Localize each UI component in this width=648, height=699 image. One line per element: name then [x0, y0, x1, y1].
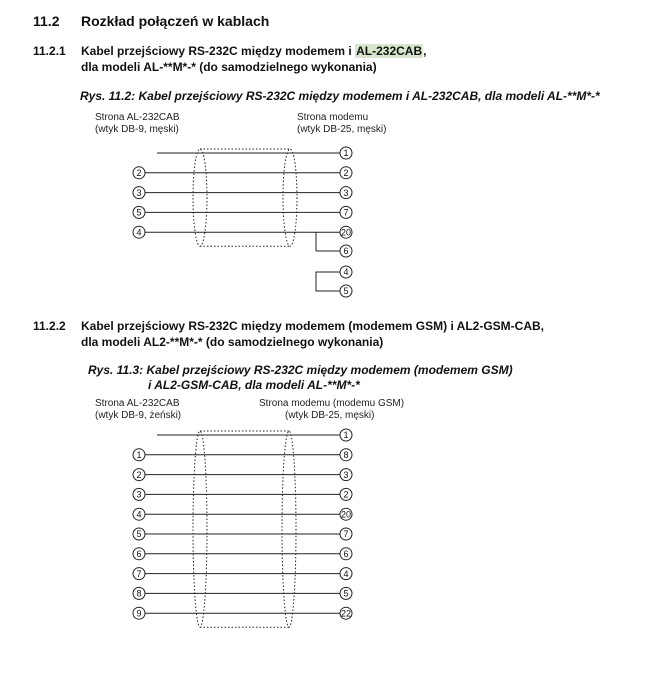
subsection-1-title-text: Kabel przejściowy RS-232C między modemem i [81, 44, 356, 58]
right-pin-8 [340, 449, 352, 461]
svg-text:20: 20 [340, 227, 352, 238]
section-number: 11.2 [33, 13, 60, 29]
svg-text:6: 6 [343, 246, 349, 257]
svg-text:6: 6 [343, 549, 349, 559]
figure-2-left-sublabel: (wtyk DB-9, żeński) [95, 410, 182, 421]
svg-text:1: 1 [136, 450, 142, 460]
svg-text:7: 7 [343, 529, 349, 540]
left-pin-1 [133, 449, 145, 461]
figure-2-caption-line2: i AL2-GSM-CAB, dla modeli AL-**M*-* [148, 378, 360, 392]
figure-1-right-label: Strona modemu [297, 112, 369, 123]
section-title: Rozkład połączeń w kablach [81, 13, 270, 29]
svg-text:1: 1 [343, 430, 349, 441]
right-pin-7 [340, 528, 352, 540]
highlighted-product-name: AL-232CAB [356, 44, 423, 58]
svg-text:2: 2 [343, 489, 349, 500]
figure-1-left-sublabel: (wtyk DB-9, męski) [95, 124, 179, 135]
right-pin-3 [340, 469, 352, 481]
svg-text:20: 20 [340, 509, 352, 520]
svg-text:2: 2 [136, 469, 142, 480]
svg-text:7: 7 [343, 207, 349, 218]
svg-text:5: 5 [136, 207, 142, 218]
svg-text:6: 6 [136, 549, 142, 559]
subsection-2-title: Kabel przejściowy RS-232C między modemem (modemem GSM) i AL2-GSM-CAB, [81, 319, 544, 333]
subsection-2-title-line2: dla modeli AL2-**M*-* (do samodzielnego wykonania) [81, 335, 384, 349]
svg-text:5: 5 [343, 588, 349, 599]
svg-text:3: 3 [136, 489, 142, 500]
left-pin-8 [133, 587, 145, 599]
subsection-2-number: 11.2.2 [33, 319, 66, 333]
right-pin-5 [340, 587, 352, 599]
left-pin-2 [133, 469, 145, 481]
svg-text:5: 5 [343, 286, 349, 297]
shield-right-ellipse [282, 431, 296, 627]
svg-text:7: 7 [136, 568, 142, 579]
right-pin-20 [340, 508, 352, 520]
svg-text:2: 2 [136, 168, 142, 178]
left-pin-7 [133, 568, 145, 580]
svg-text:3: 3 [343, 187, 349, 198]
left-pin-6 [133, 548, 145, 560]
right-pin-4 [340, 568, 352, 580]
figure-2-caption: Rys. 11.3: Kabel przejściowy RS-232C między modemem (modemem GSM) [88, 363, 513, 377]
svg-text:4: 4 [136, 227, 142, 238]
right-pin-22 [340, 607, 352, 619]
right-pin-6 [340, 548, 352, 560]
figure-1-caption: Rys. 11.2: Kabel przejściowy RS-232C między modemem i AL-232CAB, dla modeli AL-**M*-* [80, 89, 600, 103]
left-pin-4 [133, 508, 145, 520]
svg-text:8: 8 [343, 450, 349, 460]
figure-1-right-sublabel: (wtyk DB-25, męski) [297, 124, 387, 135]
subsection-1-title-comma: , [423, 44, 427, 58]
svg-text:4: 4 [343, 568, 349, 579]
subsection-1-number: 11.2.1 [33, 44, 66, 58]
svg-text:8: 8 [136, 588, 142, 599]
left-pin-3 [133, 488, 145, 500]
figure-2-right-sublabel: (wtyk DB-25, męski) [285, 410, 375, 421]
svg-text:4: 4 [343, 267, 349, 278]
left-pin-5 [133, 528, 145, 540]
svg-text:3: 3 [343, 469, 349, 480]
figure-1-left-label: Strona AL-232CAB [95, 112, 180, 123]
svg-text:1: 1 [343, 148, 349, 159]
shield-left-ellipse [193, 431, 207, 627]
svg-text:4: 4 [136, 509, 142, 520]
svg-text:9: 9 [136, 608, 142, 619]
svg-text:3: 3 [136, 187, 142, 198]
figure-2-right-label: Strona modemu (modemu GSM) [259, 398, 405, 409]
figure-2-left-label: Strona AL-232CAB [95, 398, 180, 409]
svg-text:5: 5 [136, 529, 142, 540]
right-pin-1 [340, 429, 352, 441]
svg-text:22: 22 [340, 608, 352, 619]
left-pin-9 [133, 607, 145, 619]
svg-text:2: 2 [343, 168, 349, 178]
subsection-1-title-line2: dla modeli AL-**M*-* (do samodzielnego wykonania) [81, 60, 377, 74]
right-pin-2 [340, 488, 352, 500]
